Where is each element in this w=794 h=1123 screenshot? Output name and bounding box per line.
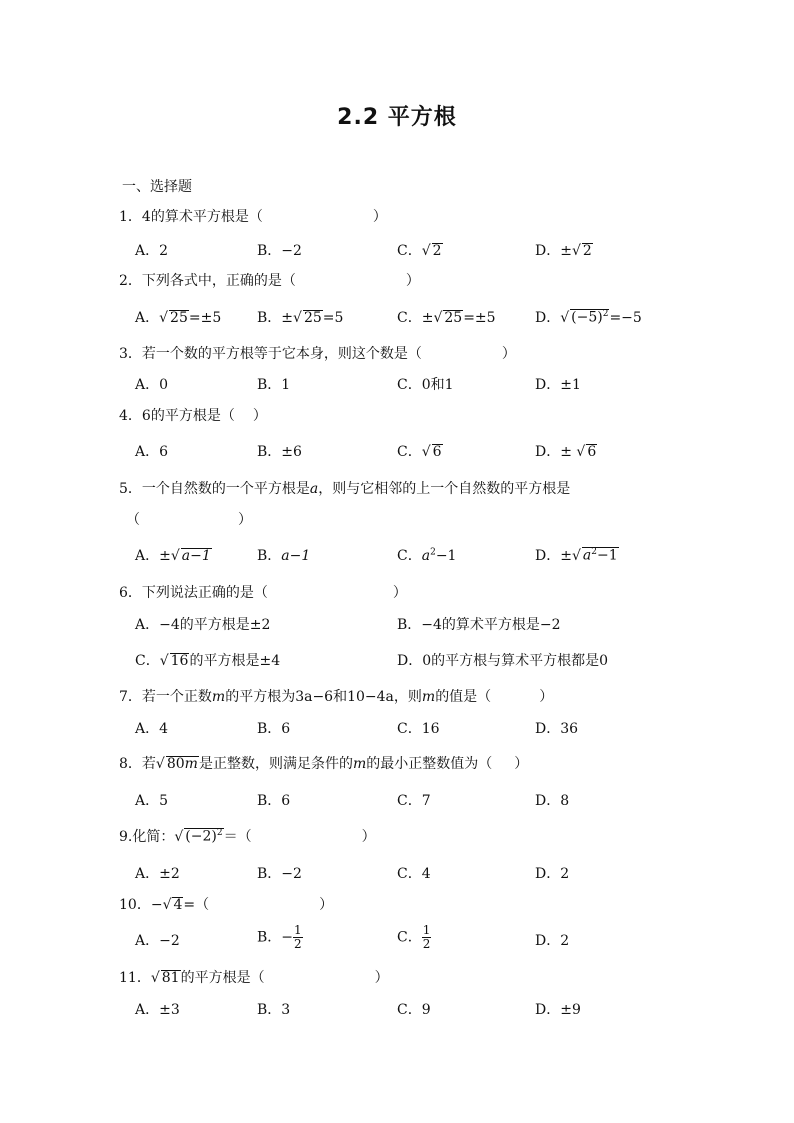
option-b: B．−2	[257, 243, 302, 259]
option-b: B．−4的算术平方根是−2	[397, 617, 561, 633]
option-b: B．−2	[257, 866, 302, 882]
option-c: C．√ 16的平方根是±4	[135, 653, 281, 669]
question-number: 8．	[119, 756, 142, 772]
section-heading: 一、选择题	[122, 179, 192, 195]
question-number: 11．	[119, 970, 151, 986]
option-d: D．0的平方根与算术平方根都是0	[397, 653, 609, 669]
question-2: 2．下列各式中，正确的是（ ）	[119, 273, 420, 289]
question-3: 3．若一个数的平方根等于它本身，则这个数是（ ）	[119, 346, 516, 362]
option-d: D．36	[535, 721, 579, 737]
question-number: 2．	[119, 273, 142, 289]
option-b: B．− $\frac{1}{2}$	[257, 923, 302, 952]
question-stem: 下列说法正确的是（	[141, 585, 268, 601]
option-a: A．6	[135, 444, 169, 460]
option-d: D．±1	[535, 377, 581, 393]
option-a: A．±√ a−1	[135, 548, 211, 564]
question-number: 9.	[119, 829, 133, 845]
option-c: C．9	[397, 1002, 431, 1018]
option-b: B．±√ 25=5	[257, 310, 344, 326]
option-d: D．√ $(-5)^2=-5$	[535, 309, 642, 326]
question-stem: 6的平方根是（	[141, 408, 235, 424]
question-stem: 4的算术平方根是（	[141, 209, 263, 225]
question-number: 5．	[119, 481, 142, 497]
option-d: D．±√ 2	[535, 243, 592, 259]
option-a: A．0	[135, 377, 169, 393]
question-6: 6．下列说法正确的是（ ）	[119, 585, 407, 601]
option-b: B．1	[257, 377, 291, 393]
option-c: C．√ 6	[397, 444, 442, 460]
option-c: C．7	[397, 793, 431, 809]
answer-bracket: （ ）	[126, 512, 252, 528]
question-stem: 下列各式中，正确的是（	[141, 273, 296, 289]
option-c: C．4	[397, 866, 431, 882]
option-a: A．4	[135, 721, 169, 737]
option-b: B．6	[257, 721, 291, 737]
question-number: 4．	[119, 408, 142, 424]
question-4: 4．6的平方根是（ ）	[119, 408, 267, 424]
question-number: 1．	[119, 209, 142, 225]
question-stem: 化简：	[132, 829, 175, 845]
option-c: C．$a^2-1$	[397, 547, 457, 564]
question-number: 3．	[119, 346, 142, 362]
option-c: C．±√ 25=±5	[397, 310, 496, 326]
option-d: D．2	[535, 933, 570, 949]
option-b: B．a−1	[257, 548, 311, 564]
option-c: C． $\frac{1}{2}$	[397, 923, 431, 952]
question-1: 1．4的算术平方根是（ ）	[119, 209, 387, 225]
option-a: A．−2	[135, 933, 180, 949]
option-d: D．±9	[535, 1002, 581, 1018]
option-a: A．√ 25=±5	[135, 310, 222, 326]
question-number: 6．	[119, 585, 142, 601]
question-10: 10．−√ 4=（ ）	[119, 897, 334, 913]
question-9: 9.化简：√ $(-2)^2=$（ ）	[119, 828, 376, 845]
question-stem: 若一个数的平方根等于它本身，则这个数是（	[141, 346, 422, 362]
question-11: 11．√ 81的平方根是（ ）	[119, 970, 389, 986]
option-d: D．± √ 6	[535, 444, 597, 460]
page-title: 2.2 平方根	[337, 105, 457, 130]
option-b: B．±6	[257, 444, 302, 460]
question-8: 8．若√ 80m是正整数，则满足条件的m的最小正整数值为（ ）	[119, 756, 529, 772]
option-d: D．±√ $a^2-1$	[535, 547, 618, 564]
option-a: A．±3	[135, 1002, 180, 1018]
question-number: 10．	[119, 897, 151, 913]
option-c: C．16	[397, 721, 440, 737]
question-7: 7．若一个正数m的平方根为3a−6和10−4a，则m的值是（ ）	[119, 689, 554, 705]
question-stem: 一个自然数的一个平方根是	[141, 481, 310, 497]
option-d: D．2	[535, 866, 570, 882]
option-a: A．±2	[135, 866, 180, 882]
option-d: D．8	[535, 793, 570, 809]
question-stem: 若一个正数	[141, 689, 212, 705]
option-a: A．2	[135, 243, 169, 259]
option-b: B．3	[257, 1002, 291, 1018]
question-number: 7．	[119, 689, 142, 705]
question-stem: 若	[141, 756, 156, 772]
option-b: B．6	[257, 793, 291, 809]
option-c: C．√ 2	[397, 243, 442, 259]
option-c: C．0和1	[397, 377, 454, 393]
option-a: A．5	[135, 793, 169, 809]
question-5: 5．一个自然数的一个平方根是a，则与它相邻的上一个自然数的平方根是	[119, 481, 571, 497]
option-a: A．−4的平方根是±2	[135, 617, 271, 633]
